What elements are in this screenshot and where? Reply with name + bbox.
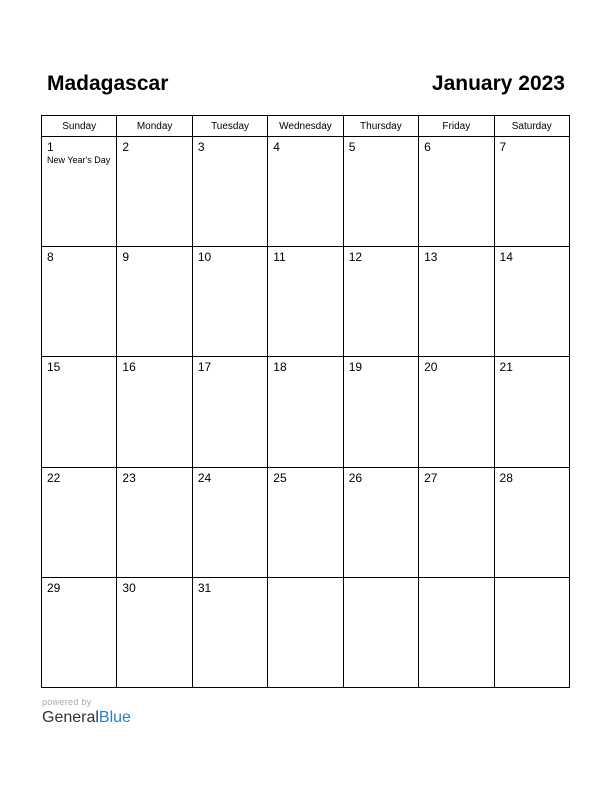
day-cell [494,137,569,247]
day-cell [192,357,267,467]
day-cell [268,247,343,357]
day-number: 6 [424,140,431,154]
day-cell-empty [419,577,494,687]
day-number: 31 [197,580,212,595]
day-cell [343,467,418,577]
weekday-header: Wednesday [268,116,343,137]
day-number: 26 [348,470,363,485]
weekday-header: Monday [117,116,192,137]
day-number: 30 [122,580,136,595]
day-cell [42,137,117,247]
day-cell [419,357,494,467]
day-number: 14 [499,250,513,265]
day-number: 1 [47,140,54,154]
week-row [42,357,570,467]
day-number: 16 [122,360,136,375]
week-row [42,467,570,577]
day-cell-empty [343,577,418,687]
day-cell [494,467,569,577]
weekday-header: Thursday [343,116,418,137]
day-number: 11 [273,250,286,265]
day-number: 19 [348,360,363,375]
day-cell [192,467,267,577]
week-row [42,577,570,687]
day-cell [343,137,418,247]
day-cell-empty [268,577,343,687]
day-number: 24 [197,470,212,485]
day-number: 2 [122,140,130,154]
day-number: 23 [122,470,136,485]
calendar-grid [41,115,570,688]
day-number: 9 [122,250,130,265]
calendar-body [42,137,570,688]
day-cell [419,137,494,247]
footer [42,697,131,728]
day-cell [268,137,343,247]
day-number: 4 [273,140,280,154]
day-number: 3 [197,140,205,154]
day-cell [494,357,569,467]
day-number: 18 [273,360,287,375]
day-number: 29 [47,580,61,595]
day-number: 27 [424,470,438,485]
brand-general-text: General [42,709,99,726]
holiday-label: New Year's Day [47,155,111,165]
day-cell-empty [494,577,569,687]
day-cell [117,577,192,687]
day-cell [42,247,117,357]
day-number: 12 [348,250,363,265]
day-number: 5 [348,140,356,154]
day-cell [494,247,569,357]
page-title-country: Madagascar [47,72,169,95]
day-cell [42,467,117,577]
day-cell [343,247,418,357]
day-number: 28 [499,470,513,485]
powered-by-label: powered by [42,697,92,707]
day-cell [268,467,343,577]
day-number: 17 [197,360,212,375]
day-number: 22 [47,470,61,485]
weekday-header-row [42,116,570,137]
week-row [42,137,570,247]
day-cell [117,467,192,577]
weekday-header: Saturday [494,116,569,137]
day-cell [42,577,117,687]
day-number: 21 [499,360,513,375]
day-number: 20 [424,360,438,375]
day-cell [192,577,267,687]
day-cell [192,247,267,357]
day-cell [42,357,117,467]
day-number: 13 [424,250,438,265]
day-cell [117,247,192,357]
day-number: 25 [273,470,287,485]
weekday-header: Friday [419,116,494,137]
day-cell [117,357,192,467]
day-number: 7 [499,140,507,154]
day-number: 15 [47,360,61,375]
brand-logo[interactable] [42,708,131,728]
weekday-header: Sunday [42,116,117,137]
week-row [42,247,570,357]
day-cell [343,357,418,467]
brand-blue-text: Blue [98,709,131,726]
day-cell [117,137,192,247]
day-number: 10 [197,250,212,265]
day-cell [419,247,494,357]
page-title-month: January 2023 [431,72,565,95]
weekday-header: Tuesday [192,116,267,137]
day-cell [419,467,494,577]
day-cell [192,137,267,247]
day-number: 8 [47,250,54,265]
day-cell [268,357,343,467]
